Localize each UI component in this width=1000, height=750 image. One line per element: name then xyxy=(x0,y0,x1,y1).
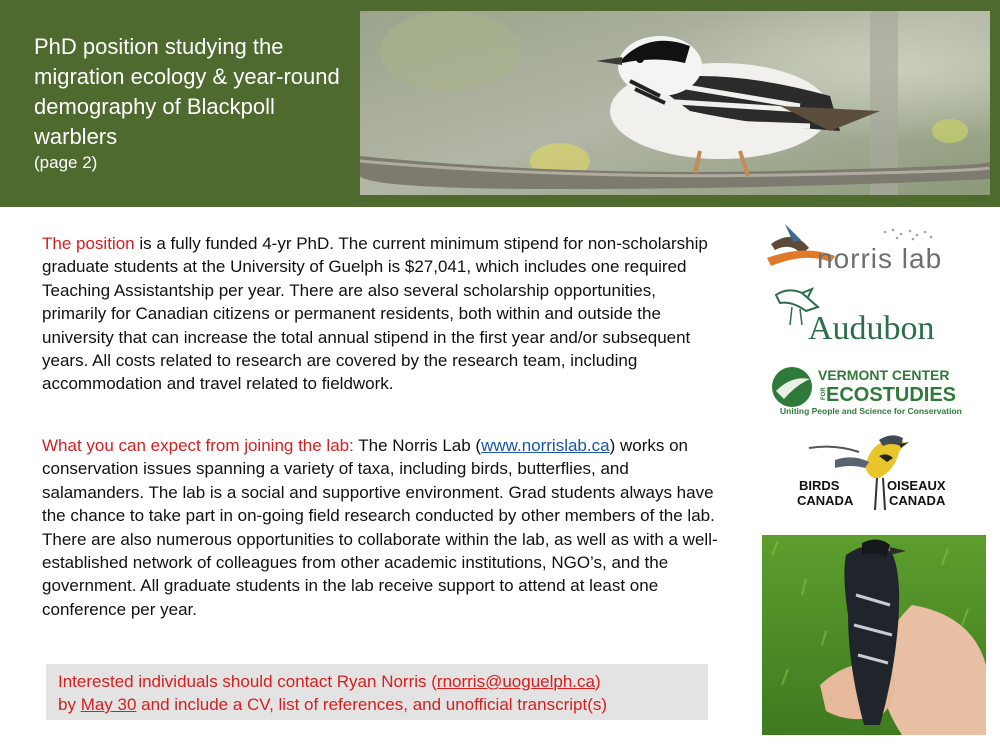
warbler-photo xyxy=(360,11,990,195)
birds-canada-left1: BIRDS xyxy=(799,478,840,493)
bird-in-hand-photo xyxy=(762,535,986,735)
contact-box xyxy=(46,664,708,720)
vce-logo xyxy=(770,363,970,419)
position-text: is a fully funded 4-yr PhD. The current minimum stipend for non-scholarship graduate students at the University of Guelph is $27,041, which includes one required Teaching Assistantship per year. There are also several scholarship opportunities, primarily for Canadian citizens or permanent residents, both within and outside the university that can increase the total annual stipend in the first year and/or subsequent years. All costs related to research are covered by the research team, including accommodation and travel related to fieldwork. xyxy=(42,234,708,394)
position-paragraph xyxy=(42,232,722,396)
page-title xyxy=(34,32,354,174)
position-heading: The position xyxy=(42,234,135,253)
contact-email-link[interactable]: rnorris@uoguelph.ca xyxy=(436,672,595,691)
audubon-wordmark: Audubon xyxy=(808,310,935,345)
birds-canada-logo xyxy=(795,430,955,512)
deadline-date: May 30 xyxy=(80,695,137,714)
lab-heading: What you can expect from joining the lab: xyxy=(42,436,354,455)
lab-text-after: ) works on conservation issues spanning a variety of taxa, including birds, butterflies, and salamanders. The lab is a social and supportive environment. Grad students always have the chance to take part in on-going field research conducted by other members of the lab. There are also numerous opportunities to collaborate within the lab, as well as with a well-established network of colleagues from other academic institutions, NGO’s, and the government. All graduate students in the lab receive support to attend at least one conference per year. xyxy=(42,436,718,619)
title-text: PhD position studying the migration ecology & year-round demography of Blackpoll warblers xyxy=(34,34,340,149)
norris-lab-wordmark: norris lab xyxy=(817,243,943,274)
contact-line1-before: Interested individuals should contact Ryan Norris ( xyxy=(58,672,437,691)
audubon-logo xyxy=(772,285,960,345)
header-banner xyxy=(0,0,1000,207)
norris-lab-logo xyxy=(765,222,960,278)
lab-website-link[interactable]: www.norrislab.ca xyxy=(481,436,610,455)
vce-tagline: Uniting People and Science for Conservation xyxy=(780,406,962,416)
contact-text xyxy=(58,670,708,716)
vce-for: FOR xyxy=(821,387,827,400)
birds-canada-left2: CANADA xyxy=(797,493,854,508)
contact-line1-after: ) xyxy=(594,672,601,691)
birds-canada-right2: CANADA xyxy=(889,493,946,508)
lab-text-before: The Norris Lab ( xyxy=(353,436,482,455)
contact-line2-after: and include a CV, list of references, and unofficial transcript(s) xyxy=(136,695,608,714)
page-number: (page 2) xyxy=(34,153,98,172)
contact-line2-before: by xyxy=(58,695,81,714)
vce-line2: ECOSTUDIES xyxy=(826,384,957,406)
lab-paragraph xyxy=(42,434,722,621)
vce-line1: VERMONT CENTER xyxy=(818,367,950,383)
birds-canada-right1: OISEAUX xyxy=(887,478,946,493)
